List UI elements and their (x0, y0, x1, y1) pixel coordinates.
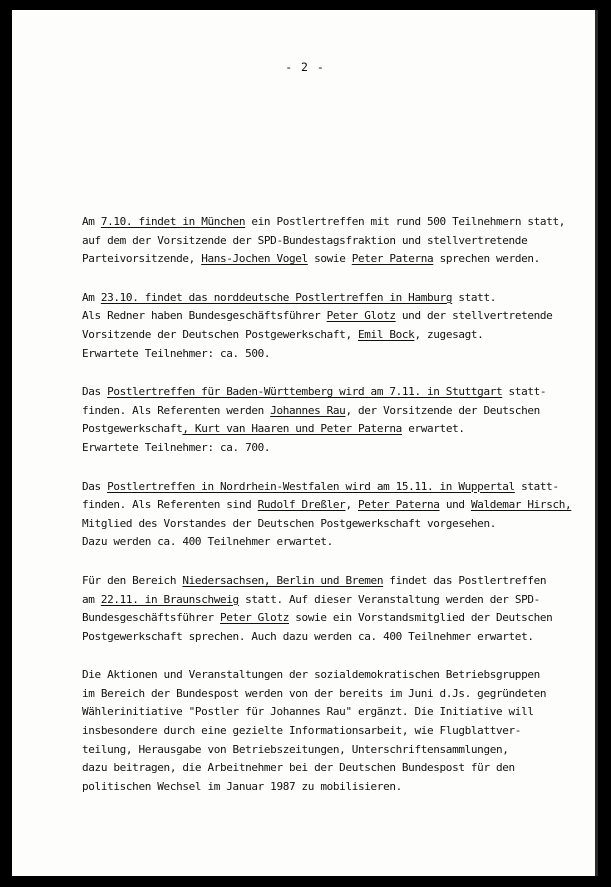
paragraph (82, 383, 582, 457)
underlined-text: Niedersachsen, Berlin und Bremen (182, 573, 384, 587)
paragraph (82, 572, 582, 646)
paragraph (82, 478, 582, 552)
text-line (82, 383, 582, 402)
underlined-text: Peter Paterna (358, 498, 440, 512)
text-line (82, 402, 582, 421)
underlined-text: Emil Bock (358, 327, 415, 341)
text-run: findet das Postlertreffen (383, 573, 547, 587)
text-line (82, 666, 582, 685)
document-body (82, 213, 582, 816)
text-line (82, 778, 582, 797)
text-run: statt. (452, 290, 497, 304)
underlined-text: Peter Glotz (220, 611, 289, 625)
underlined-text: Postlertreffen für Baden-Württemberg wird am 7.11. in Stuttgart (107, 385, 503, 399)
text-run: Parteivorsitzende, (82, 252, 202, 266)
text-line (82, 213, 582, 232)
text-line (82, 685, 582, 704)
text-run: finden. Als Referenten werden (82, 403, 271, 417)
underlined-text: Peter Glotz (326, 309, 396, 323)
text-run: Vorsitzende der Deutschen Postgewerkschaft, (82, 327, 358, 341)
text-run: ein Postlertreffen mit rund 500 Teilnehmern statt, (245, 215, 566, 228)
text-run: finden. Als Referenten sind (82, 498, 258, 512)
paragraph (82, 289, 582, 363)
underlined-text: 23.10. findet das norddeutsche Postlertreffen in Hamburg (100, 290, 453, 304)
text-run: politischen Wechsel im Januar 1987 zu mobilisieren. (82, 779, 402, 793)
text-run: Das (82, 385, 108, 399)
underlined-text: , Kurt van Haaren und Peter Paterna (182, 422, 402, 436)
text-run: Am (82, 215, 101, 228)
text-run: Als Redner haben Bundesgeschäftsführer (82, 309, 327, 323)
text-line (82, 307, 582, 326)
text-run: auf dem der Vorsitzende der SPD-Bundestagsfraktion und stellvertretende (82, 233, 528, 247)
text-run: Erwartete Teilnehmer: ca. 500. (82, 346, 271, 360)
text-line (82, 722, 582, 741)
paragraph (82, 666, 582, 796)
text-run: , der Vorsitzende der Deutschen (345, 403, 540, 417)
text-line (82, 533, 582, 552)
text-line (82, 628, 582, 647)
text-run: Am (82, 290, 101, 304)
underlined-text: Hans-Jochen Vogel (201, 252, 308, 266)
text-line (82, 759, 582, 778)
text-line (82, 289, 582, 308)
text-line (82, 232, 582, 251)
text-run: dazu beitragen, die Arbeitnehmer bei der Deutschen Bundespost für den (82, 761, 515, 775)
document-page (12, 10, 598, 876)
text-line (82, 345, 582, 364)
text-run: , zugesagt. (414, 327, 484, 341)
text-line (82, 591, 582, 610)
text-run: erwartet. (401, 422, 465, 436)
text-run: Mitglied des Vorstandes der Deutschen Postgewerkschaft vorgesehen. (82, 516, 496, 530)
text-line (82, 515, 582, 534)
text-run: und der stellvertretende (395, 309, 553, 323)
underlined-text: Waldemar Hirsch, (470, 498, 572, 512)
paragraph (82, 213, 582, 269)
text-line (82, 326, 582, 345)
text-line (82, 609, 582, 628)
text-run: statt. Auf dieser Veranstaltung werden der SPD- (238, 592, 540, 606)
underlined-text: Johannes Rau (270, 403, 346, 417)
text-run: Erwartete Teilnehmer: ca. 700. (82, 440, 271, 454)
text-line (82, 741, 582, 760)
text-run: Bundesgeschäftsführer (82, 611, 220, 625)
text-run: teilung, Herausgabe von Betriebszeitungen, Unterschriftensammlungen, (82, 742, 509, 756)
text-line (82, 250, 582, 269)
text-run: Die Aktionen und Veranstaltungen der sozialdemokratischen Betriebsgruppen (82, 668, 540, 682)
underlined-text: Peter Paterna (351, 252, 434, 266)
text-run: sowie (307, 252, 352, 266)
text-run: Wählerinitiative "Postler für Johannes Rau" ergänzt. Die Initiative will (82, 705, 534, 719)
page-number: - 2 - (285, 60, 325, 74)
text-line (82, 478, 582, 497)
text-run: und (439, 498, 471, 512)
text-line (82, 703, 582, 722)
text-line (82, 496, 582, 515)
page-edge-shadow (595, 10, 598, 876)
text-line (82, 572, 582, 591)
text-run: sowie ein Vorstandsmitglied der Deutschen (289, 611, 553, 625)
text-run: insbesondere durch eine gezielte Informationsarbeit, wie Flugblattver- (82, 724, 522, 738)
underlined-text: Rudolf Dreßler (257, 498, 346, 512)
text-line (82, 420, 582, 439)
text-run: statt- (502, 385, 547, 399)
text-run: Für den Bereich (82, 573, 183, 587)
underlined-text: Postlertreffen in Nordrhein-Westfalen wird am 15.11. in Wuppertal (107, 479, 515, 493)
text-run: Postgewerkschaft (82, 422, 183, 436)
text-run: im Bereich der Bundespost werden von der bereits im Juni d.Js. gegründeten (82, 686, 547, 700)
text-run: am (82, 592, 101, 606)
underlined-text: 22.11. in Braunschweig (100, 592, 239, 606)
underlined-text: 7.10. findet in München (100, 215, 246, 228)
text-line (82, 439, 582, 458)
text-run: sprechen werden. (433, 252, 540, 266)
text-run: Das (82, 479, 108, 493)
text-run: Postgewerkschaft sprechen. Auch dazu werden ca. 400 Teilnehmer erwartet. (82, 629, 534, 643)
text-run: Dazu werden ca. 400 Teilnehmer erwartet. (82, 535, 333, 549)
text-run: , (345, 498, 359, 512)
text-run: statt- (514, 479, 559, 493)
